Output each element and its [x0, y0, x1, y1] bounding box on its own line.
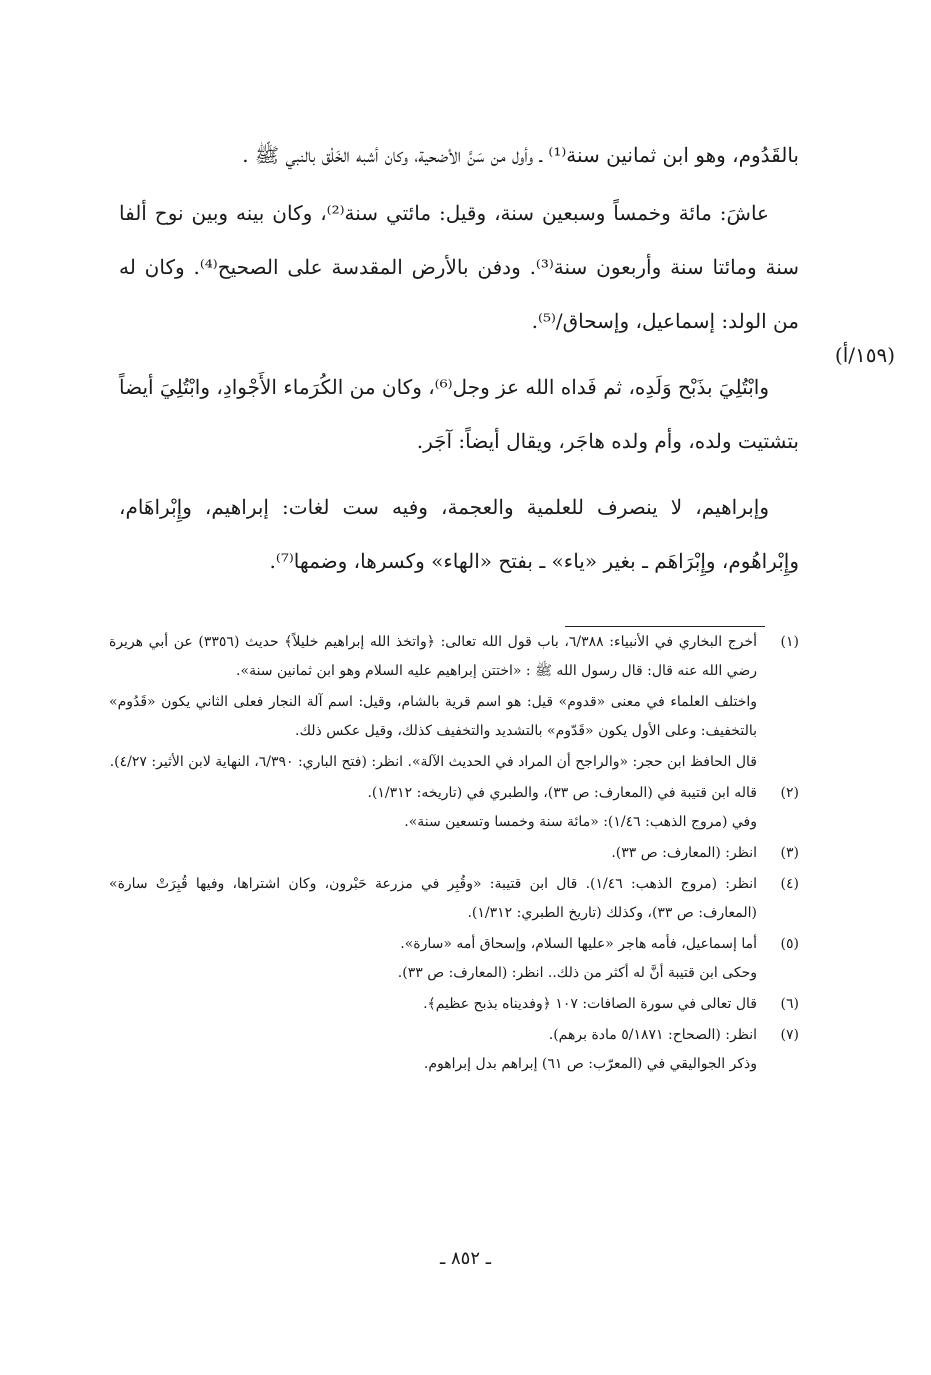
footnote-number: (٢): [780, 785, 799, 801]
footnote-1: [109, 628, 799, 777]
footnote-2: [109, 779, 799, 837]
footnote-body: [109, 628, 757, 777]
footnote-4: [109, 870, 799, 928]
footnote-line: وحكى ابن قتيبة أنَّ له أكثر من ذلك.. انظر: (المعارف: ص ٣٣).: [397, 965, 757, 981]
main-text: [119, 128, 799, 600]
footnote-7: [109, 1021, 799, 1079]
footnote-number: (٣): [780, 845, 799, 861]
footnote-line: قاله ابن قتيبة في (المعارف: ص ٣٣)، والطبري في (تاريخه: ١/٣١٢).: [367, 785, 757, 801]
footnote-3: [109, 839, 799, 868]
footnote-body: [109, 839, 757, 868]
footnote-body: [109, 930, 757, 988]
footnote-separator: [565, 626, 765, 627]
footnote-number: (٥): [780, 936, 799, 952]
page-number: ـ ٨٥٢ ـ: [439, 1248, 491, 1269]
footnote-line: أخرج البخاري في الأنبياء: ٦/٣٨٨، باب قول الله تعالى: ﴿واتخذ الله إبراهيم خليلاً﴾ حديث (٣٣٥٦) عن أبي هريرة رضي الله عنه قال: قال رسول الله ﷺ : «اختتن إبراهيم عليه السلام وهو ابن ثمانين سنة».: [109, 634, 758, 679]
footnote-line: انظر: (الصحاح: ٥/١٨٧١ مادة برهم).: [548, 1027, 757, 1043]
footnote-line: انظر: (مروج الذهب: ١/٤٦). قال ابن قتيبة: «وقُبِر في مزرعة حَبْرون، وكان اشتراها، وفيها قُبِرَتْ سارة» (المعارف: ص ٣٣)، وكذلك (تاريخ الطبري: ١/٣١٢).: [109, 876, 757, 921]
main-paragraph-4: وإبراهيم، لا ينصرف للعلمية والعجمة، وفيه ست لغات: إبراهيم، وإِبْراهَام، وإِبْراهُوم، وإِبْرَاهَم ـ بغير «ياء» ـ بفتح «الهاء» وكسرها، وضمها⁽⁷⁾.: [119, 495, 799, 573]
main-paragraph-2: عاشَ: مائة وخمساً وسبعين سنة، وقيل: مائتي سنة⁽²⁾، وكان بينه وبين نوح ألفا سنة ومائتا سنة وأربعون سنة⁽³⁾. ودفن بالأرض المقدسة على الصحيح⁽⁴⁾. وكان له من الولد: إسماعيل، وإسحاق/⁽⁵⁾.: [119, 201, 800, 333]
footnote-line: أما إسماعيل، فأمه هاجر «عليها السلام، وإسحاق أمه «سارة».: [400, 936, 757, 952]
footnote-line: قال تعالى في سورة الصافات: ١٠٧ ﴿وفديناه بذبح عظيم﴾.: [423, 996, 757, 1012]
main-paragraph-1: بالقَدُوم، وهو ابن ثمانين سنة⁽¹⁾ ـ وأول من سَنَّ الأضحية، وكان أشبه الخَلْق بالنبي ﷺ .: [242, 143, 799, 167]
footnotes: [109, 628, 799, 1081]
footnote-number: (١): [780, 634, 799, 650]
footnote-line: واختلف العلماء في معنى «قدوم» قيل: هو اسم قرية بالشام، وقيل: اسم آلة النجار فعلى الثاني يكون «قَدُوم» بالتخفيف: وعلى الأول يكون «قَدّوم» بالتشديد والتخفيف كذلك، وقيل عكس ذلك.: [109, 694, 757, 739]
footnote-line: وذكر الجواليقي في (المعرّب: ص ٦١) إبراهم بدل إبراهوم.: [423, 1056, 757, 1072]
footnote-number: (٧): [780, 1027, 799, 1043]
footnote-body: [109, 779, 757, 837]
footnote-number: (٤): [780, 876, 799, 892]
footnote-5: [109, 930, 799, 988]
manuscript-folio-marker: (١٥٩/أ): [834, 343, 896, 367]
footnote-line: وفي (مروج الذهب: ١/٤٦): «مائة سنة وخمسا وتسعين سنة».: [404, 814, 757, 830]
footnote-body: [109, 990, 757, 1019]
footnote-body: [109, 870, 757, 928]
footnote-line: انظر: (المعارف: ص ٣٣).: [611, 845, 757, 861]
footnote-6: [109, 990, 799, 1019]
footnote-line: قال الحافظ ابن حجر: «والراجح أن المراد في الحديث الآلة». انظر: (فتح الباري: ٦/٣٩٠، النهاية لابن الأثير: ٤/٢٧).: [109, 754, 757, 770]
main-paragraph-3: وابْتُلِيَ بذَبْح وَلَدِه، ثم فَداه الله عز وجل⁽⁶⁾، وكان من الكُرَماء الأَجْوادِ، وابْتُلِيَ أيضاً بتشتيت ولده، وأم ولده هاجَر، ويقال أيضاً: آجَر.: [119, 375, 799, 453]
footnote-body: [109, 1021, 757, 1079]
footnote-number: (٦): [780, 996, 799, 1012]
